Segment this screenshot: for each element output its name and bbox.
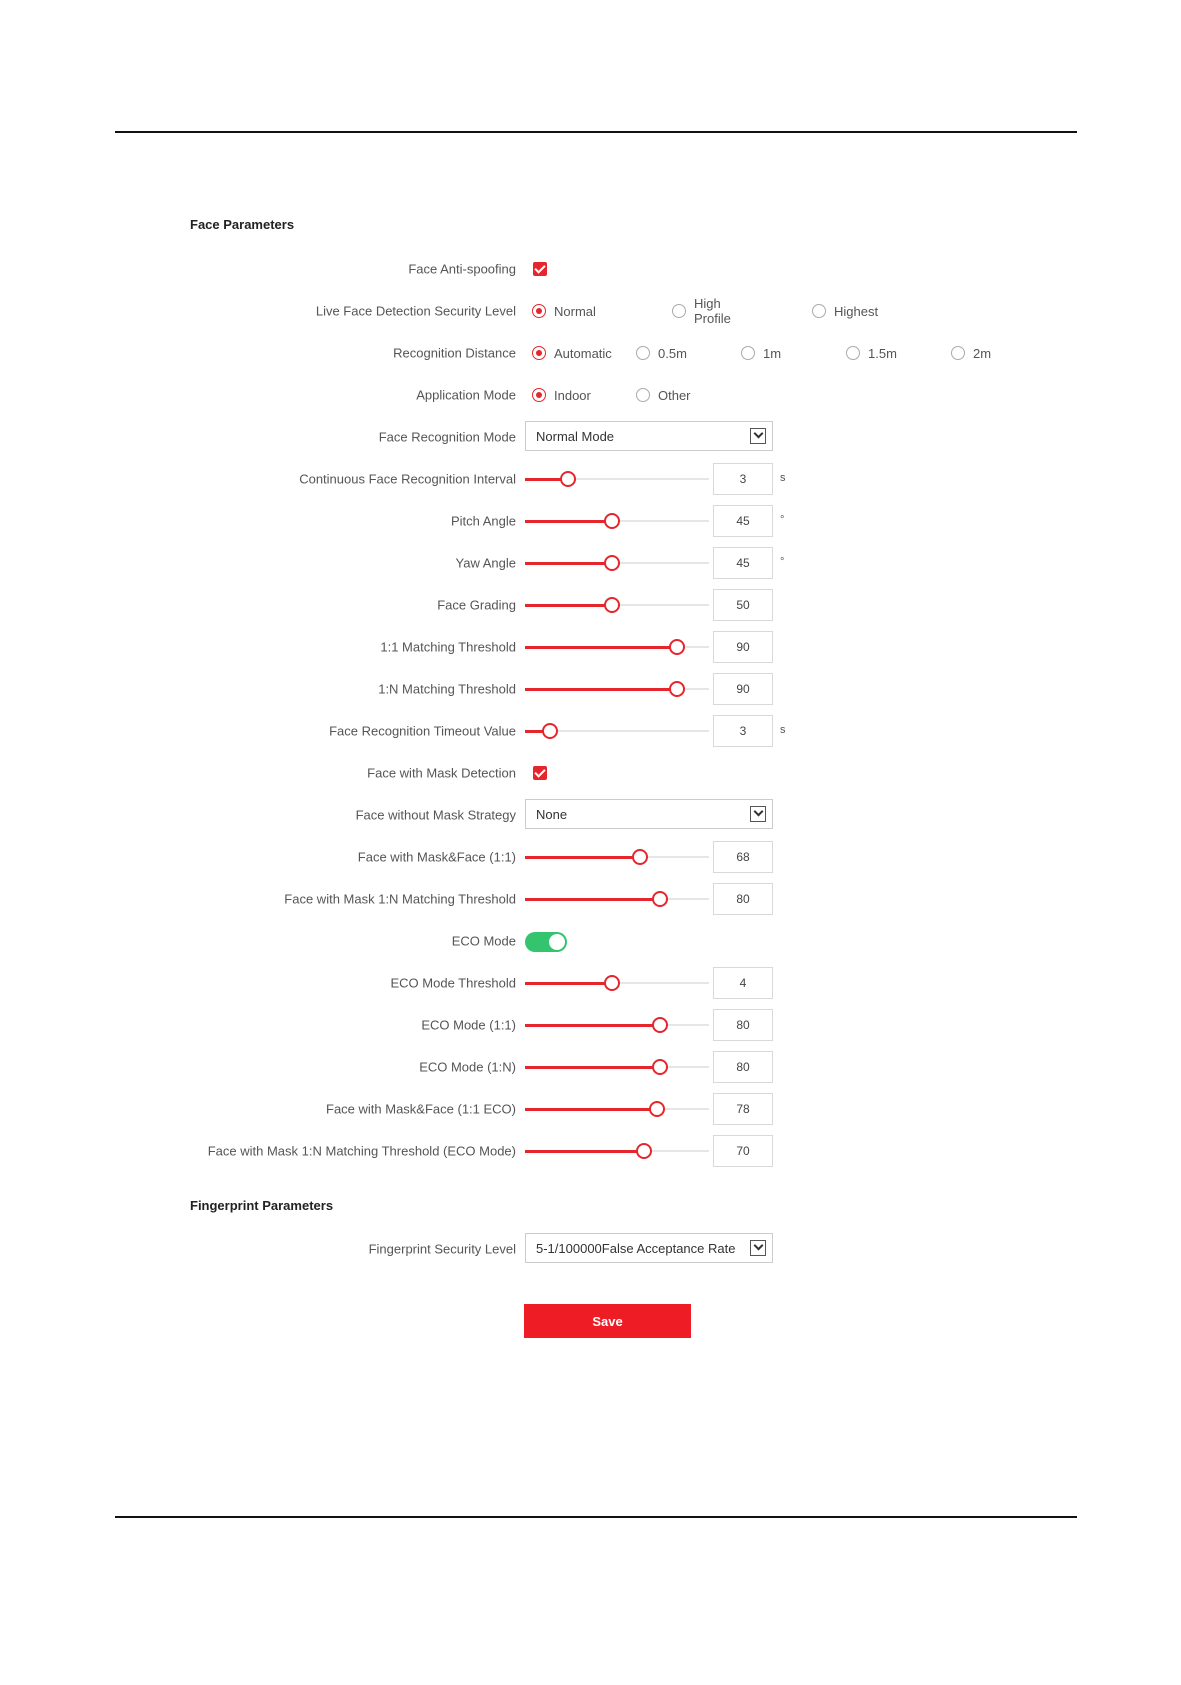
row-application-mode bbox=[0, 378, 1181, 412]
chevron-down-icon[interactable] bbox=[750, 806, 766, 822]
footer-rule bbox=[115, 1516, 1077, 1518]
face-anti-spoofing-label: Face Anti-spoofing bbox=[408, 261, 516, 277]
application-mode-label: Application Mode bbox=[416, 387, 516, 403]
slider-row bbox=[0, 1008, 1181, 1042]
fingerprint-parameters-title: Fingerprint Parameters bbox=[190, 1198, 334, 1213]
radio-option-1m[interactable]: 1m bbox=[741, 336, 781, 370]
slider-row bbox=[0, 546, 1181, 580]
face-anti-spoofing-checkbox[interactable] bbox=[533, 262, 547, 276]
radio-1m[interactable] bbox=[741, 346, 755, 360]
fingerprint-security-level-select[interactable]: 5-1/100000False Acceptance Rate bbox=[525, 1233, 773, 1263]
slider-label: Face with Mask&Face (1:1 ECO) bbox=[326, 1101, 516, 1117]
slider[interactable] bbox=[525, 882, 709, 916]
slider[interactable] bbox=[525, 966, 709, 1000]
slider-row bbox=[0, 1050, 1181, 1084]
radio-highest[interactable] bbox=[812, 304, 826, 318]
slider[interactable] bbox=[525, 462, 709, 496]
slider-label: ECO Mode (1:N) bbox=[419, 1059, 516, 1075]
slider-value-input[interactable]: 50 bbox=[713, 589, 773, 621]
slider-handle[interactable] bbox=[560, 471, 576, 487]
radio-normal[interactable] bbox=[532, 304, 546, 318]
slider-handle[interactable] bbox=[632, 849, 648, 865]
radio-option-automatic[interactable]: Automatic bbox=[532, 336, 612, 370]
slider-label: Face Grading bbox=[437, 597, 516, 613]
radio-option-1-5m[interactable]: 1.5m bbox=[846, 336, 897, 370]
slider-fill bbox=[525, 1024, 659, 1027]
slider-handle[interactable] bbox=[652, 891, 668, 907]
slider[interactable] bbox=[525, 840, 709, 874]
slider-value-input[interactable]: 90 bbox=[713, 673, 773, 705]
slider-handle[interactable] bbox=[636, 1143, 652, 1159]
slider-value-input[interactable]: 80 bbox=[713, 1051, 773, 1083]
slider-unit: ° bbox=[780, 514, 785, 526]
slider-value-input[interactable]: 68 bbox=[713, 841, 773, 873]
slider-row bbox=[0, 462, 1181, 496]
slider-label: Yaw Angle bbox=[455, 555, 516, 571]
slider[interactable] bbox=[525, 714, 709, 748]
slider-row bbox=[0, 672, 1181, 706]
slider[interactable] bbox=[525, 546, 709, 580]
slider-unit: s bbox=[780, 724, 786, 736]
slider[interactable] bbox=[525, 1008, 709, 1042]
row-fingerprint-security-level bbox=[0, 1232, 1181, 1266]
slider-fill bbox=[525, 688, 676, 691]
slider-label: Face with Mask&Face (1:1) bbox=[357, 849, 516, 865]
slider-row bbox=[0, 1092, 1181, 1126]
slider-row bbox=[0, 840, 1181, 874]
slider-fill bbox=[525, 982, 611, 985]
slider-handle[interactable] bbox=[604, 975, 620, 991]
slider-handle[interactable] bbox=[604, 513, 620, 529]
slider-value-input[interactable]: 4 bbox=[713, 967, 773, 999]
slider-value-input[interactable]: 80 bbox=[713, 1009, 773, 1041]
slider-label: Continuous Face Recognition Interval bbox=[299, 471, 516, 487]
chevron-down-icon[interactable] bbox=[750, 428, 766, 444]
slider-value-input[interactable]: 3 bbox=[713, 463, 773, 495]
slider-handle[interactable] bbox=[669, 681, 685, 697]
slider-label: Face with Mask 1:N Matching Threshold (ECO Mode) bbox=[207, 1143, 516, 1159]
slider-unit: ° bbox=[780, 556, 785, 568]
slider-value-input[interactable]: 45 bbox=[713, 505, 773, 537]
slider-row bbox=[0, 630, 1181, 664]
slider[interactable] bbox=[525, 1134, 709, 1168]
slider[interactable] bbox=[525, 504, 709, 538]
slider-label: ECO Mode Threshold bbox=[390, 975, 516, 991]
slider[interactable] bbox=[525, 1092, 709, 1126]
radio-indoor[interactable] bbox=[532, 388, 546, 402]
face-parameters-title: Face Parameters bbox=[190, 217, 295, 232]
slider[interactable] bbox=[525, 672, 709, 706]
radio-option-normal[interactable]: Normal bbox=[532, 294, 596, 328]
radio-option-high-profile[interactable]: High Profile bbox=[672, 294, 731, 328]
slider-handle[interactable] bbox=[604, 555, 620, 571]
slider-handle[interactable] bbox=[652, 1017, 668, 1033]
slider-fill bbox=[525, 856, 639, 859]
row-eco-mode bbox=[0, 924, 1181, 958]
slider-label: 1:1 Matching Threshold bbox=[380, 639, 516, 655]
slider-row bbox=[0, 714, 1181, 748]
slider-handle[interactable] bbox=[669, 639, 685, 655]
row-face-anti-spoofing bbox=[0, 252, 1181, 286]
slider-row bbox=[0, 966, 1181, 1000]
slider-fill bbox=[525, 1066, 659, 1069]
slider-value-input[interactable]: 3 bbox=[713, 715, 773, 747]
eco-mode-toggle[interactable] bbox=[525, 932, 567, 952]
radio-1-5m[interactable] bbox=[846, 346, 860, 360]
mask-detection-checkbox[interactable] bbox=[533, 766, 547, 780]
slider-fill bbox=[525, 562, 611, 565]
radio-high-profile[interactable] bbox=[672, 304, 686, 318]
save-button[interactable]: Save bbox=[524, 1304, 691, 1338]
slider-unit: s bbox=[780, 472, 786, 484]
chevron-down-icon[interactable] bbox=[750, 1240, 766, 1256]
slider-row bbox=[0, 1134, 1181, 1168]
slider[interactable] bbox=[525, 630, 709, 664]
slider-row bbox=[0, 504, 1181, 538]
slider-handle[interactable] bbox=[649, 1101, 665, 1117]
header-rule bbox=[115, 131, 1077, 133]
slider-row bbox=[0, 882, 1181, 916]
slider-label: Face with Mask 1:N Matching Threshold bbox=[284, 891, 516, 907]
live-face-level-label: Live Face Detection Security Level bbox=[315, 303, 516, 319]
radio-0-5m[interactable] bbox=[636, 346, 650, 360]
slider[interactable] bbox=[525, 1050, 709, 1084]
slider-label: Pitch Angle bbox=[450, 513, 516, 529]
slider-value-input[interactable]: 45 bbox=[713, 547, 773, 579]
eco-mode-label: ECO Mode bbox=[451, 933, 516, 949]
face-recognition-mode-select[interactable]: Normal Mode bbox=[525, 421, 773, 451]
slider-fill bbox=[525, 1108, 656, 1111]
radio-automatic[interactable] bbox=[532, 346, 546, 360]
fingerprint-security-level-label: Fingerprint Security Level bbox=[368, 1241, 516, 1257]
recognition-distance-label: Recognition Distance bbox=[393, 345, 516, 361]
radio-option-indoor[interactable]: Indoor bbox=[532, 378, 591, 412]
slider-label: 1:N Matching Threshold bbox=[378, 681, 516, 697]
face-recognition-mode-label: Face Recognition Mode bbox=[378, 429, 516, 445]
row-recognition-distance bbox=[0, 336, 1181, 370]
radio-option-other[interactable]: Other bbox=[636, 378, 691, 412]
mask-strategy-select[interactable]: None bbox=[525, 799, 773, 829]
slider-fill bbox=[525, 1150, 643, 1153]
slider-fill bbox=[525, 646, 676, 649]
radio-option-2m[interactable]: 2m bbox=[951, 336, 991, 370]
slider-value-input[interactable]: 80 bbox=[713, 883, 773, 915]
slider-value-input[interactable]: 90 bbox=[713, 631, 773, 663]
row-live-face-level bbox=[0, 294, 1181, 328]
row-mask-detection bbox=[0, 756, 1181, 790]
slider[interactable] bbox=[525, 588, 709, 622]
slider-label: Face Recognition Timeout Value bbox=[329, 723, 516, 739]
slider-fill bbox=[525, 604, 611, 607]
slider-value-input[interactable]: 70 bbox=[713, 1135, 773, 1167]
radio-2m[interactable] bbox=[951, 346, 965, 360]
row-face-recognition-mode bbox=[0, 420, 1181, 454]
row-mask-strategy bbox=[0, 798, 1181, 832]
slider-handle[interactable] bbox=[604, 597, 620, 613]
mask-strategy-label: Face without Mask Strategy bbox=[355, 807, 516, 823]
slider-label: ECO Mode (1:1) bbox=[421, 1017, 516, 1033]
mask-detection-label: Face with Mask Detection bbox=[367, 765, 516, 781]
radio-option-0-5m[interactable]: 0.5m bbox=[636, 336, 687, 370]
slider-handle[interactable] bbox=[652, 1059, 668, 1075]
slider-handle[interactable] bbox=[542, 723, 558, 739]
slider-value-input[interactable]: 78 bbox=[713, 1093, 773, 1125]
slider-row bbox=[0, 588, 1181, 622]
slider-fill bbox=[525, 898, 659, 901]
radio-other[interactable] bbox=[636, 388, 650, 402]
slider-fill bbox=[525, 520, 611, 523]
radio-option-highest[interactable]: Highest bbox=[812, 294, 878, 328]
